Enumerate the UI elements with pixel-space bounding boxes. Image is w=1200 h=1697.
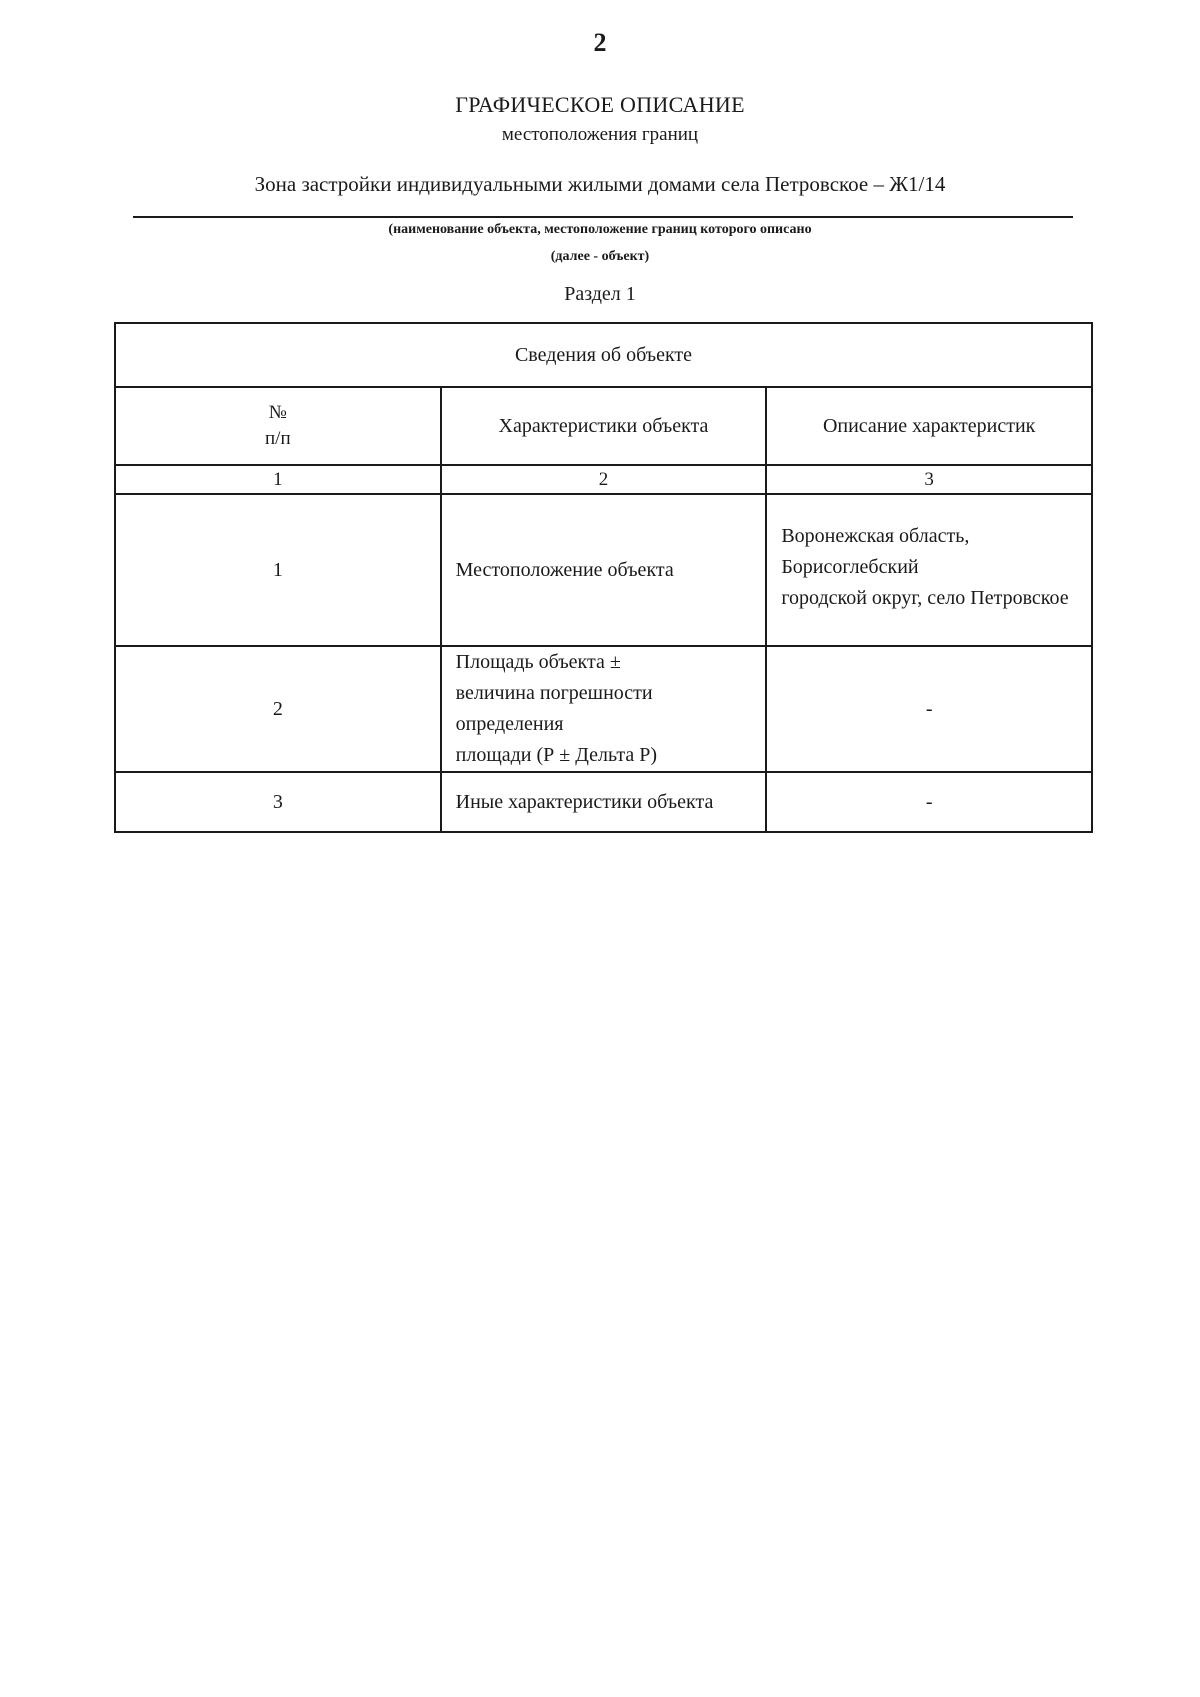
object-caption-line-2: (далее - объект): [550, 249, 650, 264]
row-description: -: [766, 646, 1092, 772]
object-caption-line-1: (наименование объекта, местоположение границ которого описано: [388, 222, 812, 237]
row-description: [766, 494, 1092, 646]
row-characteristic: Иные характеристики объекта: [441, 772, 767, 832]
table-caption-row: [115, 323, 1092, 387]
header-description: Описание характеристик: [766, 387, 1092, 465]
table-column-numbers-row: [115, 465, 1092, 494]
object-info-table: [114, 322, 1093, 833]
table-row: [115, 772, 1092, 832]
document-title: ГРАФИЧЕСКОЕ ОПИСАНИЕ: [455, 92, 745, 117]
row-number: 1: [115, 494, 441, 646]
row-characteristic-line: площади (Р ± Дельта Р): [455, 744, 658, 766]
row-number: 2: [115, 646, 441, 772]
header-number: [115, 387, 441, 465]
header-characteristics: Характеристики объекта: [441, 387, 767, 465]
header-number-line-1: №: [268, 402, 287, 423]
object-name: Зона застройки индивидуальными жилыми домами села Петровское – Ж1/14: [254, 172, 946, 196]
header-number-line-2: п/п: [265, 428, 291, 449]
row-characteristic: Местоположение объекта: [441, 494, 767, 646]
column-number: 1: [115, 465, 441, 494]
table-header-row: [115, 387, 1092, 465]
row-number: 3: [115, 772, 441, 832]
row-description-line: городской округ, село Петровское: [781, 587, 1069, 609]
section-label: Раздел 1: [564, 283, 636, 305]
table-row: [115, 646, 1092, 772]
row-description-line: Воронежская область, Борисоглебский: [781, 525, 970, 578]
table-row: [115, 494, 1092, 646]
row-description: -: [766, 772, 1092, 832]
document-subtitle: местоположения границ: [501, 124, 699, 145]
row-characteristic-line: величина погрешности определения: [455, 682, 653, 735]
table-caption: Сведения об объекте: [115, 323, 1092, 387]
column-number: 2: [441, 465, 767, 494]
row-characteristic-line: Площадь объекта ±: [455, 651, 621, 673]
row-characteristic: [441, 646, 767, 772]
column-number: 3: [766, 465, 1092, 494]
object-name-underline: [133, 216, 1073, 218]
page-number: 2: [593, 28, 607, 57]
